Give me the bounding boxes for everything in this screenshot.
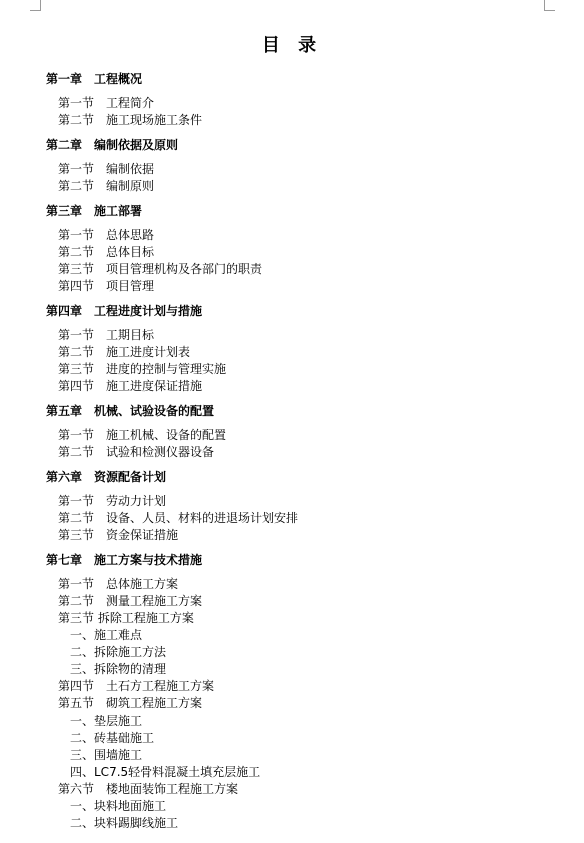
toc-item[interactable]: 二、拆除施工方法 bbox=[70, 645, 167, 659]
toc-section[interactable]: 第三节 拆除工程施工方案 bbox=[58, 611, 194, 625]
toc-section[interactable]: 第二节 施工现场施工条件 bbox=[58, 113, 203, 127]
toc-section[interactable]: 第一节 编制依据 bbox=[58, 162, 155, 176]
crop-mark-top-left-horizontal bbox=[30, 10, 41, 11]
toc-item[interactable]: 三、围墙施工 bbox=[70, 748, 143, 762]
toc-chapter[interactable]: 第七章 施工方案与技术措施 bbox=[46, 553, 203, 567]
toc-section[interactable]: 第四节 土石方工程施工方案 bbox=[58, 679, 215, 693]
toc-section[interactable]: 第三节 进度的控制与管理实施 bbox=[58, 362, 227, 376]
toc-section[interactable]: 第一节 劳动力计划 bbox=[58, 494, 167, 508]
toc-chapter[interactable]: 第三章 施工部署 bbox=[46, 204, 143, 218]
toc-item[interactable]: 一、施工难点 bbox=[70, 628, 143, 642]
toc-section[interactable]: 第二节 施工进度计划表 bbox=[58, 345, 191, 359]
toc-section[interactable]: 第六节 楼地面装饰工程施工方案 bbox=[58, 782, 239, 796]
toc-section[interactable]: 第四节 施工进度保证措施 bbox=[58, 379, 203, 393]
toc-section[interactable]: 第一节 工期目标 bbox=[58, 328, 155, 342]
toc-item[interactable]: 一、垫层施工 bbox=[70, 714, 143, 728]
toc-item[interactable]: 一、块料地面施工 bbox=[70, 799, 167, 813]
toc-section[interactable]: 第一节 施工机械、设备的配置 bbox=[58, 428, 227, 442]
toc-item[interactable]: 四、LC7.5轻骨料混凝土填充层施工 bbox=[70, 765, 261, 779]
toc-section[interactable]: 第二节 总体目标 bbox=[58, 245, 155, 259]
toc-section[interactable]: 第一节 总体思路 bbox=[58, 228, 155, 242]
toc-chapter[interactable]: 第一章 工程概况 bbox=[46, 72, 143, 86]
toc-section[interactable]: 第二节 设备、人员、材料的进退场计划安排 bbox=[58, 511, 299, 525]
toc-chapter[interactable]: 第四章 工程进度计划与措施 bbox=[46, 304, 203, 318]
toc-section[interactable]: 第二节 试验和检测仪器设备 bbox=[58, 445, 215, 459]
toc-item[interactable]: 二、砖基础施工 bbox=[70, 731, 155, 745]
crop-mark-top-left-vertical bbox=[40, 0, 41, 10]
toc-section[interactable]: 第三节 资金保证措施 bbox=[58, 528, 179, 542]
toc-chapter[interactable]: 第五章 机械、试验设备的配置 bbox=[46, 404, 215, 418]
toc-section[interactable]: 第四节 项目管理 bbox=[58, 279, 155, 293]
toc-section[interactable]: 第五节 砌筑工程施工方案 bbox=[58, 696, 203, 710]
toc-item[interactable]: 三、拆除物的清理 bbox=[70, 662, 167, 676]
toc-section[interactable]: 第三节 项目管理机构及各部门的职责 bbox=[58, 262, 263, 276]
toc-section[interactable]: 第一节 总体施工方案 bbox=[58, 577, 179, 591]
crop-mark-top-right-vertical bbox=[544, 0, 545, 10]
toc-chapter[interactable]: 第六章 资源配备计划 bbox=[46, 470, 167, 484]
crop-mark-top-right-horizontal bbox=[544, 10, 555, 11]
toc-section[interactable]: 第二节 编制原则 bbox=[58, 179, 155, 193]
page-title: 目 录 bbox=[261, 35, 323, 56]
toc-item[interactable]: 二、块料踢脚线施工 bbox=[70, 816, 179, 830]
toc-section[interactable]: 第一节 工程简介 bbox=[58, 96, 155, 110]
toc-chapter[interactable]: 第二章 编制依据及原则 bbox=[46, 138, 179, 152]
toc-section[interactable]: 第二节 测量工程施工方案 bbox=[58, 594, 203, 608]
